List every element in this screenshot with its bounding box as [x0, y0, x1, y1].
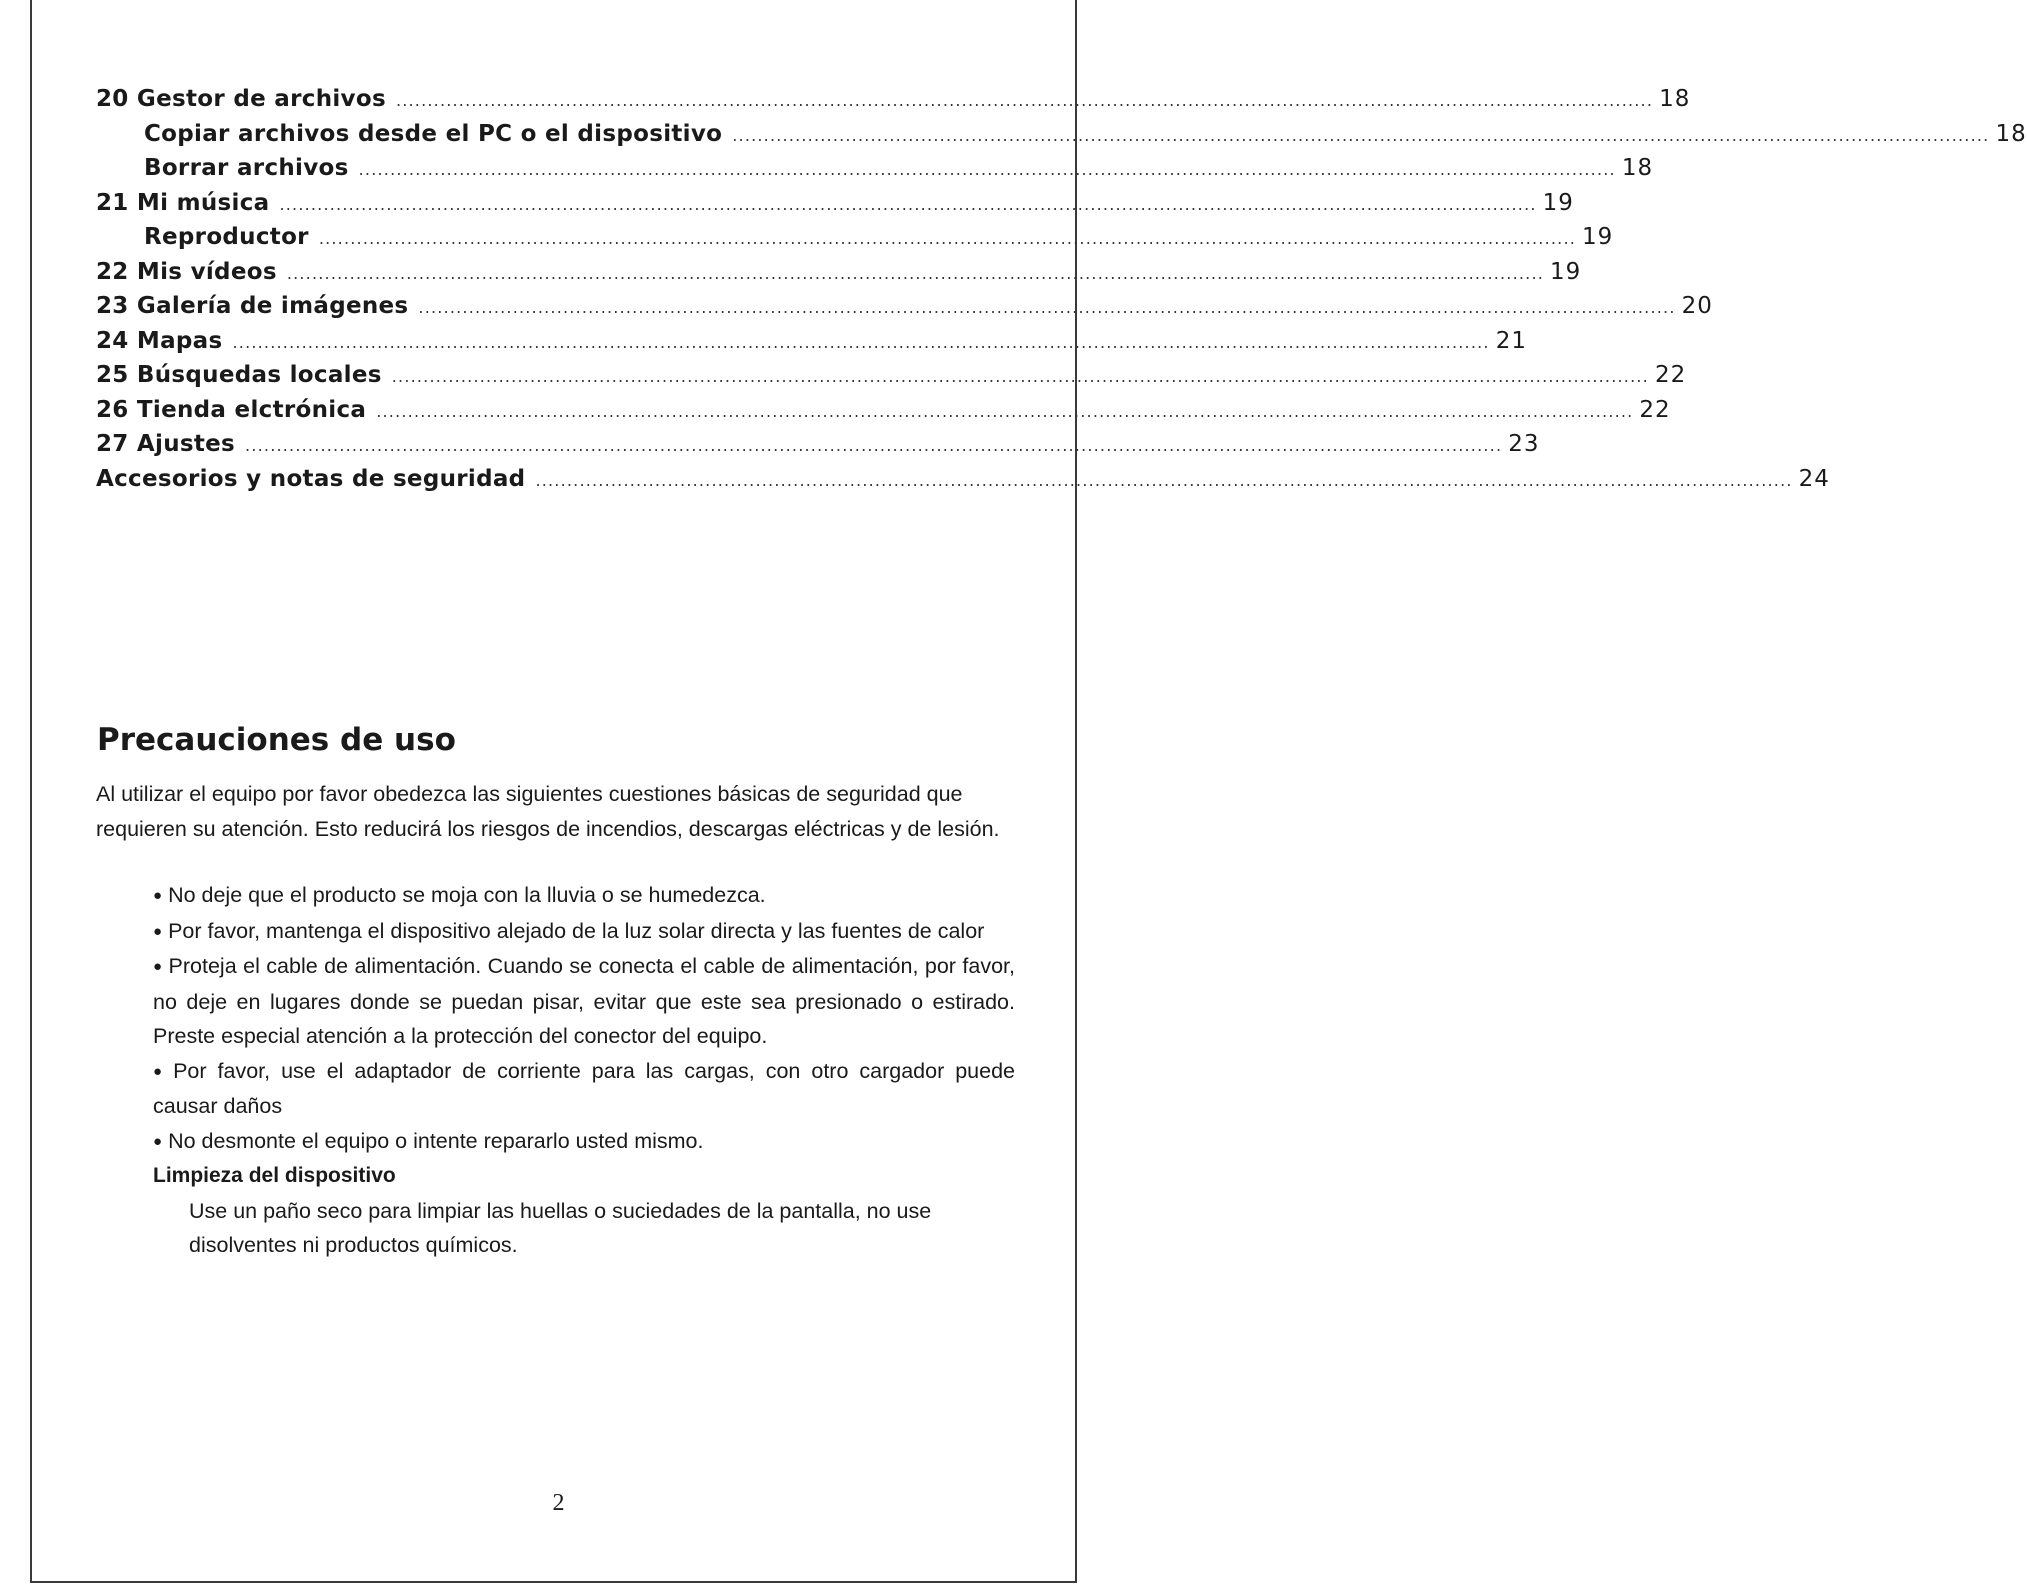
toc-entry-page: 24 [1798, 465, 1830, 492]
list-item-text: Por favor, use el adaptador de corriente para las cargas, con otro cargador puede causar daños [153, 1058, 1016, 1118]
list-item-text: No desmonte el equipo o intente repararlo usted mismo. [168, 1128, 704, 1153]
toc-entry-page: 19 [1582, 224, 1614, 250]
list-item-text: No deje que el producto se moja con la lluvia o se humedezca. [168, 883, 766, 907]
toc-leader-dots: ........................................................................................................................................................................................................ [535, 470, 1793, 490]
toc-leader-dots: ........................................................................................................................................................................................................ [279, 194, 1537, 214]
toc-entry-title: Borrar archivos [144, 155, 349, 181]
section-title: Precauciones de uso [97, 722, 456, 758]
toc-entry-title: Reproductor [144, 224, 309, 250]
toc-entry[interactable] [96, 186, 1574, 221]
list-item [153, 1054, 1015, 1124]
toc-leader-dots: ........................................................................................................................................................................................................ [318, 229, 1577, 248]
toc-entry-page: 23 [1508, 431, 1540, 457]
toc-entry-page: 22 [1639, 396, 1671, 423]
toc-entry[interactable] [96, 324, 1527, 359]
list-item-text: Por favor, mantenga el dispositivo alejado de la luz solar directa y las fuentes de calor [168, 918, 985, 943]
toc-entry-title: 23 Galería de imágenes [96, 293, 409, 319]
toc-entry-page: 18 [1659, 86, 1691, 112]
bullet-icon: ● [153, 922, 163, 940]
toc-entry-title: 26 Tienda elctrónica [96, 396, 367, 423]
toc-entry[interactable] [96, 82, 1691, 117]
list-item [153, 1124, 1015, 1160]
toc-entry[interactable] [96, 289, 1713, 324]
page-number: 2 [552, 1490, 565, 1516]
toc-leader-dots: ........................................................................................................................................................................................................ [732, 125, 1990, 145]
toc-entry-title: 24 Mapas [96, 327, 223, 354]
toc-entry-title: 25 Búsquedas locales [96, 362, 382, 388]
toc-entry[interactable] [96, 427, 1540, 462]
intro-paragraph: Al utilizar el equipo por favor obedezca las siguientes cuestiones básicas de seguridad que requieren su atención. Esto reducirá los riesgos de incendios, descargas eléctricas y de lesión. [96, 782, 1000, 841]
bullet-icon: ● [153, 1062, 168, 1080]
toc-entry-title: Accesorios y notas de seguridad [96, 465, 526, 492]
bullet-icon: ● [153, 958, 163, 975]
toc-leader-dots: ........................................................................................................................................................................................................ [245, 436, 1503, 455]
cleaning-heading: Limpieza del dispositivo [153, 1164, 396, 1187]
cleaning-text: Use un paño seco para limpiar las huellas o suciedades de la pantalla, no use disolventes ni productos químicos. [189, 1198, 932, 1257]
toc-entry-title: 22 Mis vídeos [96, 258, 277, 285]
bullet-icon: ● [153, 887, 163, 904]
toc-entry-page: 18 [1621, 155, 1654, 181]
toc-entry-page: 18 [1995, 120, 2027, 147]
toc-entry[interactable] [96, 220, 1614, 255]
toc-entry-page: 19 [1542, 189, 1574, 216]
toc-leader-dots: ........................................................................................................................................................................................................ [232, 332, 1490, 352]
toc-entry[interactable] [96, 393, 1671, 428]
bullet-icon: ● [153, 1132, 163, 1150]
toc-entry[interactable] [96, 462, 1830, 497]
toc-entry-page: 19 [1550, 258, 1582, 285]
list-item [153, 949, 1015, 1054]
list-item-text: Proteja el cable de alimentación. Cuando se conecta el cable de alimentación, por favor, no deje en lugares donde se puedan pisar, evitar que este sea presionado o estirado. Preste especial atención a la protección del conector del equipo. [153, 954, 1015, 1048]
toc-entry-page: 22 [1654, 362, 1687, 388]
toc-entry[interactable] [96, 117, 2027, 152]
toc-entry-title: 21 Mi música [96, 189, 270, 216]
toc-leader-dots: ........................................................................................................................................................................................................ [376, 401, 1634, 421]
toc-leader-dots: ........................................................................................................................................................................................................ [391, 367, 1649, 386]
toc-leader-dots: ........................................................................................................................................................................................................ [395, 91, 1654, 110]
toc-entry-title: 27 Ajustes [96, 431, 236, 457]
toc-entry-page: 20 [1681, 293, 1713, 319]
toc-entry[interactable] [96, 358, 1687, 393]
toc-entry-title: 20 Gestor de archivos [96, 86, 386, 112]
toc-entry-title: Copiar archivos desde el PC o el dispositivo [144, 120, 723, 147]
table-of-contents [96, 82, 2027, 496]
toc-entry-page: 21 [1495, 327, 1527, 354]
toc-entry[interactable] [96, 255, 1582, 290]
toc-leader-dots: ........................................................................................................................................................................................................ [286, 263, 1545, 283]
list-item [153, 914, 1015, 950]
list-item [153, 878, 1015, 914]
toc-leader-dots: ........................................................................................................................................................................................................ [418, 298, 1676, 317]
precautions-list [153, 878, 1015, 1263]
toc-leader-dots: ........................................................................................................................................................................................................ [358, 160, 1616, 179]
toc-entry[interactable] [96, 151, 1654, 186]
